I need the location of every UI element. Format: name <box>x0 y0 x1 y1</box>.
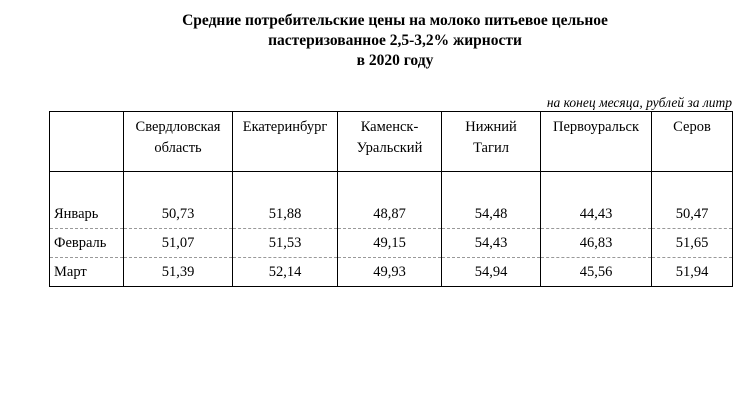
spacer-cell <box>233 172 338 201</box>
column-header-pervouralsk <box>541 112 652 172</box>
column-header-line: Екатеринбург <box>242 119 328 135</box>
table-spacer-row <box>50 172 733 201</box>
price-cell: 52,14 <box>233 258 338 287</box>
column-header-line: Серов <box>673 119 711 135</box>
month-label: Январь <box>50 200 124 229</box>
table-row <box>50 258 733 287</box>
column-header-line: Уральский <box>356 140 423 156</box>
column-header-line: Нижний <box>465 119 517 135</box>
title-line-1: Средние потребительские цены на молоко питьевое цельное <box>182 12 608 29</box>
price-cell: 48,87 <box>338 200 442 229</box>
price-cell: 49,93 <box>338 258 442 287</box>
price-cell: 46,83 <box>541 229 652 258</box>
price-cell: 54,43 <box>442 229 541 258</box>
price-cell: 51,65 <box>652 229 733 258</box>
column-header-kamensk-uralsky <box>338 112 442 172</box>
column-header-nizhny-tagil <box>442 112 541 172</box>
column-header-serov <box>652 112 733 172</box>
price-cell: 51,88 <box>233 200 338 229</box>
month-label: Февраль <box>50 229 124 258</box>
column-header-sverdlovsk-region <box>124 112 233 172</box>
price-cell: 44,43 <box>541 200 652 229</box>
spacer-cell <box>338 172 442 201</box>
spacer-cell <box>124 172 233 201</box>
column-header-line: Первоуральск <box>553 119 639 135</box>
header-corner-cell <box>50 112 124 172</box>
spacer-cell <box>652 172 733 201</box>
price-cell: 54,94 <box>442 258 541 287</box>
price-cell: 50,47 <box>652 200 733 229</box>
spacer-cell <box>442 172 541 201</box>
price-table <box>49 111 733 287</box>
price-cell: 50,73 <box>124 200 233 229</box>
spacer-cell <box>50 172 124 201</box>
month-label: Март <box>50 258 124 287</box>
price-cell: 54,48 <box>442 200 541 229</box>
title-line-3: в 2020 году <box>356 52 434 69</box>
spacer-cell <box>541 172 652 201</box>
document-title <box>0 11 756 71</box>
price-cell: 51,53 <box>233 229 338 258</box>
column-header-line: Тагил <box>473 140 509 156</box>
column-header-line: Свердловская <box>135 119 221 135</box>
table-header-row <box>50 112 733 172</box>
table-row <box>50 200 733 229</box>
price-cell: 45,56 <box>541 258 652 287</box>
price-cell: 49,15 <box>338 229 442 258</box>
price-cell: 51,94 <box>652 258 733 287</box>
column-header-line: область <box>154 140 202 156</box>
column-header-line: Каменск- <box>360 119 419 135</box>
column-header-yekaterinburg <box>233 112 338 172</box>
price-cell: 51,39 <box>124 258 233 287</box>
table-row <box>50 229 733 258</box>
units-note: на конец месяца, рублей за литр <box>546 95 732 110</box>
title-line-2: пастеризованное 2,5-3,2% жирности <box>268 32 522 49</box>
price-cell: 51,07 <box>124 229 233 258</box>
